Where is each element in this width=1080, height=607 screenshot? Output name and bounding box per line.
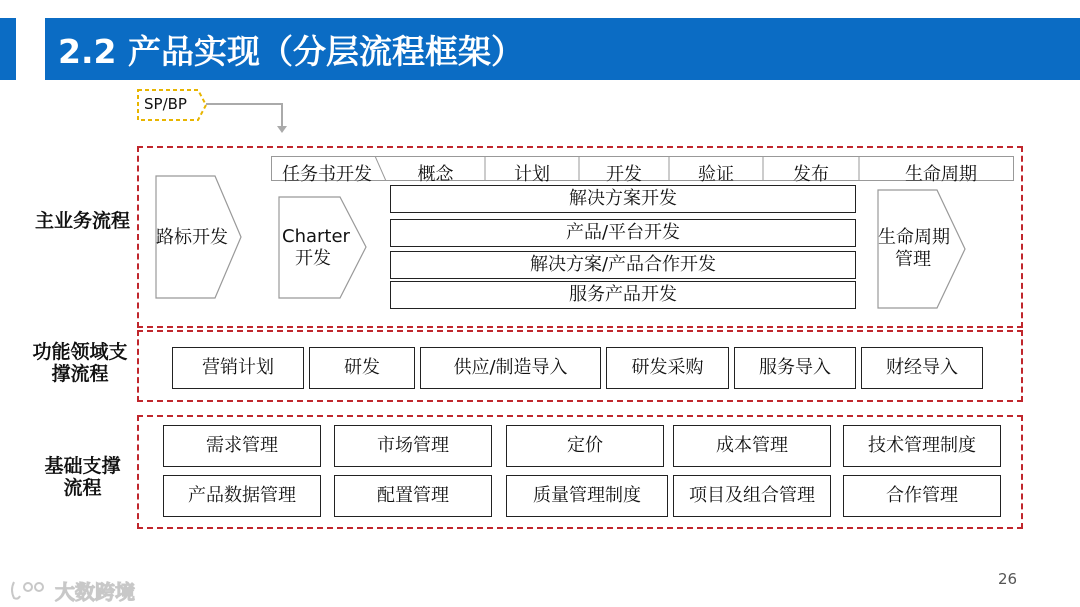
base-config-mgmt: 配置管理 xyxy=(334,475,492,517)
main-process-label xyxy=(30,210,135,232)
foundation-support-label xyxy=(30,455,135,499)
charter-label-line-2: 开发 xyxy=(295,248,331,269)
functional-label-line-2: 撑流程 xyxy=(51,363,109,385)
logo-text: 大数跨境 xyxy=(54,580,135,604)
lifecycle-label-line-1: 生命周期 xyxy=(878,227,950,248)
base-project-portfolio-mgmt: 项目及组合管理 xyxy=(673,475,831,517)
spbp-label: SP/BP xyxy=(144,95,187,113)
page-number: 26 xyxy=(998,570,1018,588)
base-tech-mgmt-system: 技术管理制度 xyxy=(843,425,1001,467)
flow-product-platform-dev: 产品/平台开发 xyxy=(390,219,856,247)
func-supply-manufacturing: 供应/制造导入 xyxy=(420,347,601,389)
lifecycle-chevron xyxy=(877,189,967,309)
phase-plan: 计划 xyxy=(514,164,550,185)
phase-concept: 概念 xyxy=(417,164,454,185)
func-rnd: 研发 xyxy=(309,347,415,389)
func-rnd-procurement: 研发采购 xyxy=(606,347,729,389)
foundation-label-line-2: 流程 xyxy=(63,477,102,499)
charter-chevron xyxy=(278,196,368,299)
functional-label-line-1: 功能领域支 xyxy=(32,341,128,363)
func-service-intro: 服务导入 xyxy=(734,347,856,389)
phase-develop: 开发 xyxy=(606,164,642,185)
phase-task-book: 任务书开发 xyxy=(282,164,372,185)
roadmap-label: 路标开发 xyxy=(156,227,228,248)
base-cost-mgmt: 成本管理 xyxy=(673,425,831,467)
title-accent-bar xyxy=(0,18,16,80)
spbp-connector-arrow xyxy=(206,100,296,134)
main-process-label-text: 主业务流程 xyxy=(34,210,130,232)
flow-service-product-dev: 服务产品开发 xyxy=(390,281,856,309)
base-product-data-mgmt: 产品数据管理 xyxy=(163,475,321,517)
flow-coop-dev: 解决方案/产品合作开发 xyxy=(390,251,856,279)
base-market-mgmt: 市场管理 xyxy=(334,425,492,467)
base-cooperation-mgmt: 合作管理 xyxy=(843,475,1001,517)
charter-label-line-1: Charter xyxy=(282,226,350,247)
lifecycle-label-line-2: 管理 xyxy=(895,249,931,270)
func-finance-intro: 财经导入 xyxy=(861,347,983,389)
logo-icon xyxy=(8,578,48,602)
phase-release: 发布 xyxy=(793,164,829,185)
foundation-label-line-1: 基础支撑 xyxy=(44,455,121,477)
page-title: 2.2 产品实现（分层流程框架） xyxy=(58,32,524,71)
phase-lifecycle: 生命周期 xyxy=(905,164,977,185)
func-marketing-plan: 营销计划 xyxy=(172,347,304,389)
flow-solution-dev: 解决方案开发 xyxy=(390,185,856,213)
base-pricing: 定价 xyxy=(506,425,664,467)
base-quality-mgmt-system: 质量管理制度 xyxy=(506,475,668,517)
functional-support-label xyxy=(20,341,140,385)
base-requirement-mgmt: 需求管理 xyxy=(163,425,321,467)
spbp-tag xyxy=(136,88,208,122)
watermark-logo xyxy=(8,575,135,605)
phase-bar xyxy=(271,156,1014,185)
roadmap-chevron xyxy=(155,175,243,299)
phase-verify: 验证 xyxy=(698,164,734,185)
